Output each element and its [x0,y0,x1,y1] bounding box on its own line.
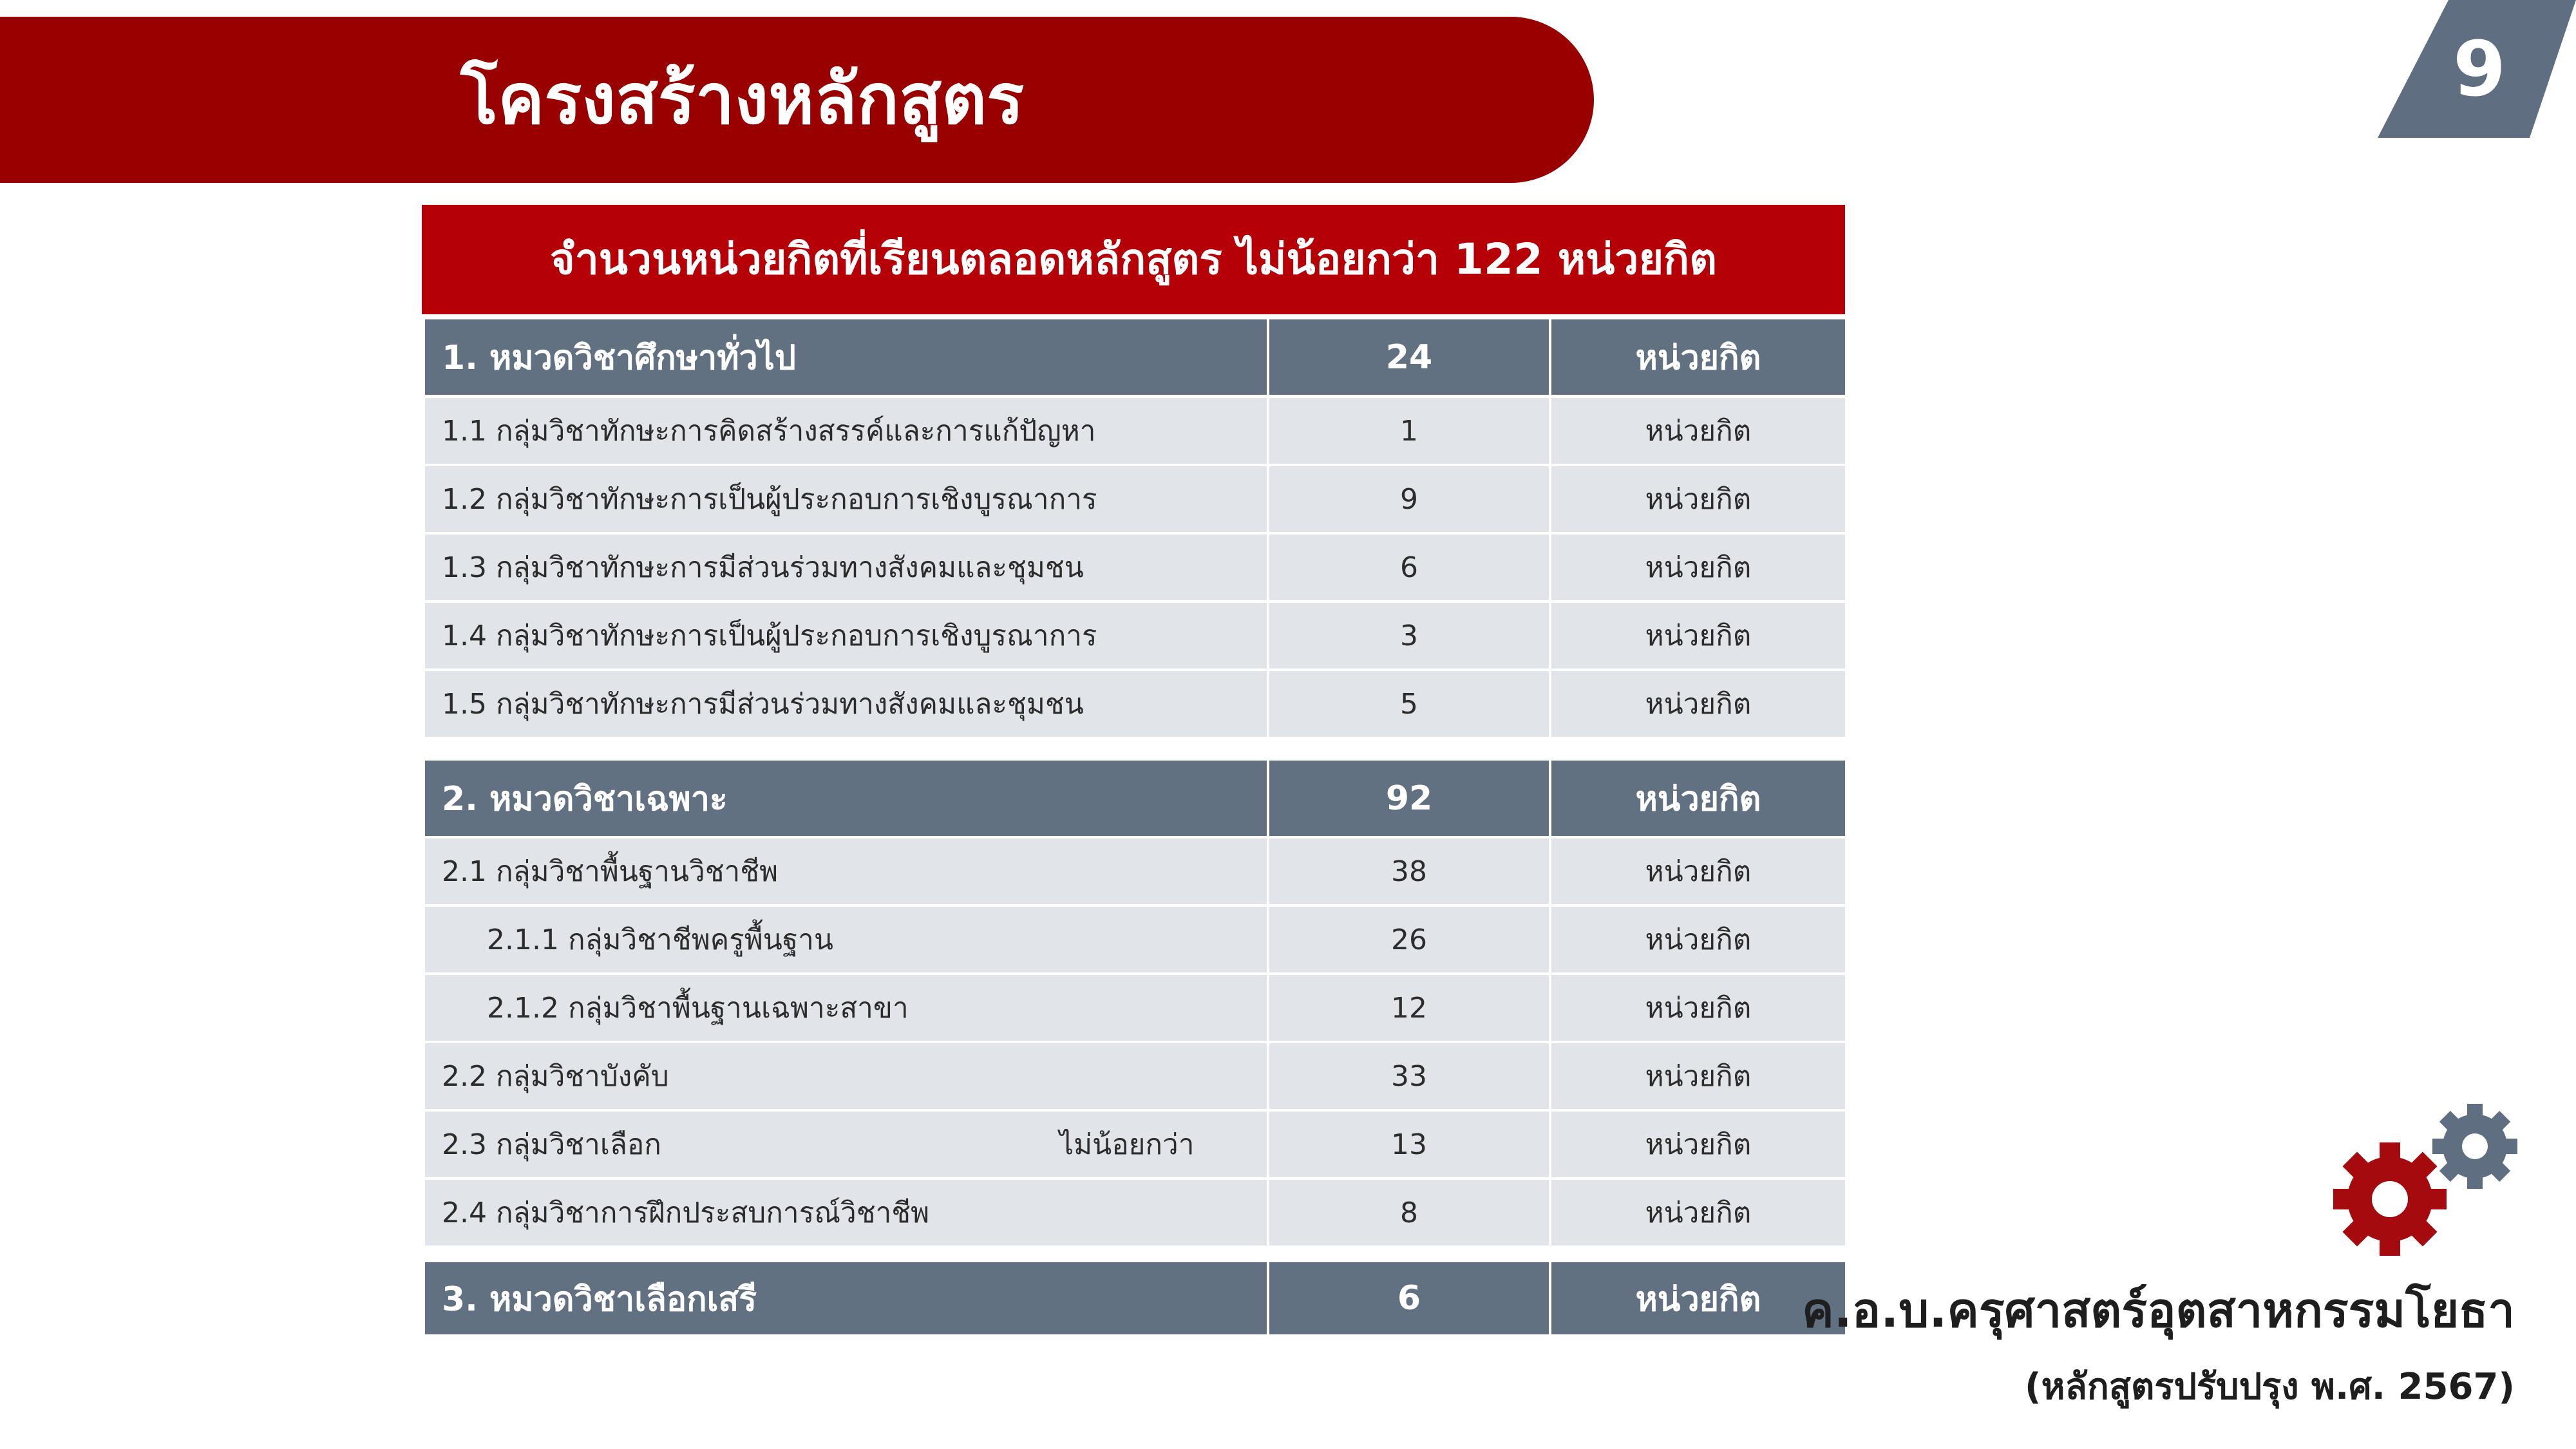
group-credits: 24 [1269,319,1551,395]
row-label: 1.1 กลุ่มวิชาทักษะการคิดสร้างสรรค์และการแก้ปัญหา [425,398,1269,464]
row-unit: หน่วยกิต [1645,415,1752,448]
row-label: 2.2 กลุ่มวิชาบังคับ [425,1043,1269,1109]
table-row [425,975,1845,1041]
row-unit: หน่วยกิต [1645,855,1752,888]
row-label: 2.1 กลุ่มวิชาพื้นฐานวิชาชีพ [425,838,1269,904]
row-unit: หน่วยกิต [1645,551,1752,584]
row-unit: หน่วยกิต [1645,1128,1752,1161]
row-credits: 9 [1269,466,1551,532]
table-row [425,466,1845,532]
page-number: 9 [2452,24,2506,113]
row-credits: 38 [1269,838,1551,904]
table-row [425,671,1845,737]
table-row [425,1043,1845,1109]
row-label: 2.1.1 กลุ่มวิชาชีพครูพื้นฐาน [425,907,1269,972]
table-row [425,1112,1845,1177]
row-label: 1.5 กลุ่มวิชาทักษะการมีส่วนร่วมทางสังคมและชุมชน [425,671,1269,737]
group-credits: 92 [1269,761,1551,836]
row-qualifier: ไม่น้อยกว่า [1059,1128,1195,1161]
table-row [425,1180,1845,1245]
row-unit: หน่วยกิต [1645,1060,1752,1093]
row-credits: 5 [1269,671,1551,737]
gear-gray-icon [2432,1104,2517,1189]
group-unit: หน่วยกิต [1635,780,1761,819]
group-label: 1. หมวดวิชาศึกษาทั่วไป [425,319,1269,395]
gears-logo [2328,1090,2521,1257]
group-row-specific-courses [425,761,1845,836]
row-credits: 3 [1269,603,1551,668]
row-label: 2.4 กลุ่มวิชาการฝึกประสบการณ์วิชาชีพ [425,1180,1269,1245]
group-label: 3. หมวดวิชาเลือกเสรี [425,1262,1269,1334]
row-credits: 33 [1269,1043,1551,1109]
row-label: 1.4 กลุ่มวิชาทักษะการเป็นผู้ประกอบการเชิงบูรณาการ [425,603,1269,668]
row-credits: 13 [1269,1112,1551,1177]
row-label: 2.3 กลุ่มวิชาเลือก [442,1128,661,1161]
row-credits: 26 [1269,907,1551,972]
group-unit: หน่วยกิต [1635,339,1761,377]
page-title: โครงสร้างหลักสูตร [460,59,1025,140]
table-row [425,838,1845,904]
row-unit: หน่วยกิต [1645,992,1752,1025]
group-row-general-education [425,319,1845,395]
row-unit: หน่วยกิต [1645,923,1752,956]
group-label: 2. หมวดวิชาเฉพาะ [425,761,1269,836]
row-unit: หน่วยกิต [1645,1197,1752,1229]
row-unit: หน่วยกิต [1645,688,1752,721]
row-unit: หน่วยกิต [1645,620,1752,652]
gear-red-icon [2333,1142,2447,1256]
table-row [425,907,1845,972]
program-revision: (หลักสูตรปรับปรุง พ.ศ. 2567) [2025,1366,2515,1408]
row-label: 1.3 กลุ่มวิชาทักษะการมีส่วนร่วมทางสังคมและชุมชน [425,535,1269,600]
table-row [425,398,1845,464]
row-label: 2.1.2 กลุ่มวิชาพื้นฐานเฉพาะสาขา [425,975,1269,1041]
row-credits: 12 [1269,975,1551,1041]
program-name: ค.อ.บ.ครุศาสตร์อุตสาหกรรมโยธา [1802,1283,2515,1338]
row-credits: 6 [1269,535,1551,600]
table-row [425,603,1845,668]
row-credits: 1 [1269,398,1551,464]
group-row-free-electives [425,1262,1845,1334]
row-label: 1.2 กลุ่มวิชาทักษะการเป็นผู้ประกอบการเชิงบูรณาการ [425,466,1269,532]
group-credits: 6 [1269,1262,1551,1334]
row-credits: 8 [1269,1180,1551,1245]
table-header: จำนวนหน่วยกิตที่เรียนตลอดหลักสูตร ไม่น้อยกว่า 122 หน่วยกิต [422,205,1845,314]
row-unit: หน่วยกิต [1645,483,1752,516]
table-row [425,535,1845,600]
group-unit: หน่วยกิต [1635,1280,1761,1319]
row-label-cell [425,1112,1269,1177]
